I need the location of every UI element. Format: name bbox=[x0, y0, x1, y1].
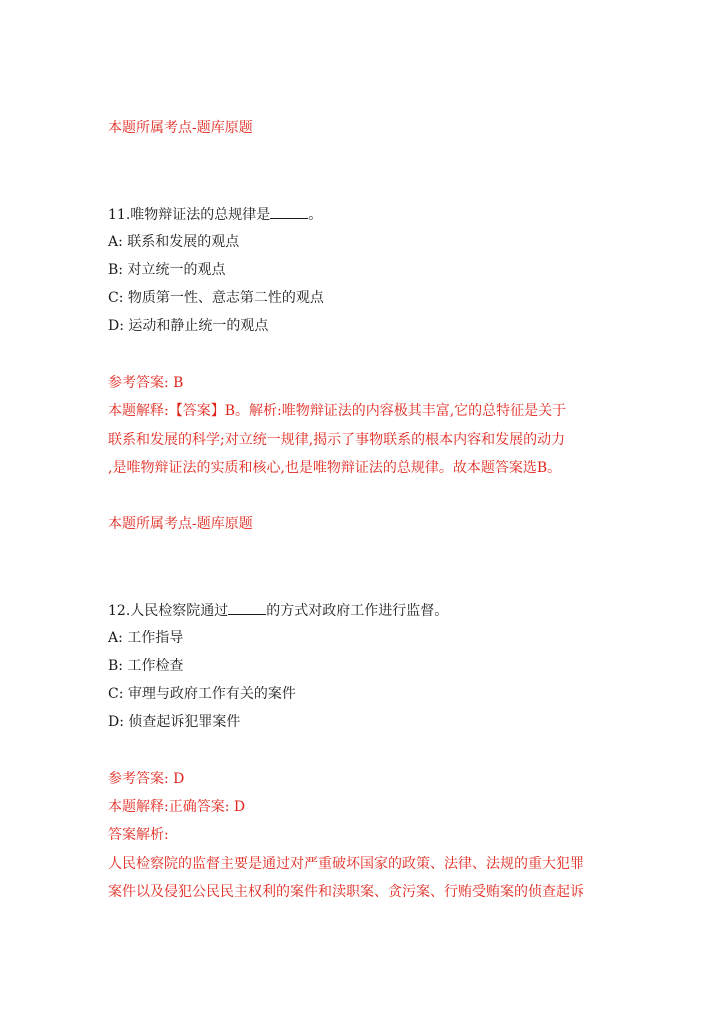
answer-blank bbox=[228, 600, 266, 615]
question-11-explanation-line-1: 本题解释:【答案】B。解析:唯物辩证法的内容极其丰富,它的总特征是关于 bbox=[108, 403, 567, 419]
question-11-stem-before: 11.唯物辩证法的总规律是 bbox=[108, 207, 271, 223]
question-12-answer: 参考答案: D bbox=[108, 771, 185, 787]
topic-note: 本题所属考点-题库原题 bbox=[108, 120, 253, 136]
answer-blank bbox=[270, 204, 308, 219]
question-12-option-c: C: 审理与政府工作有关的案件 bbox=[108, 686, 296, 702]
question-11-explanation-line-3: ,是唯物辩证法的实质和核心,也是唯物辩证法的总规律。故本题答案选B。 bbox=[108, 460, 562, 476]
question-11-stem bbox=[108, 204, 322, 224]
question-11-option-d: D: 运动和静止统一的观点 bbox=[108, 318, 269, 334]
question-11-option-c: C: 物质第一性、意志第二性的观点 bbox=[108, 290, 324, 306]
question-12-stem bbox=[108, 600, 448, 620]
question-12-analysis-line-2: 案件以及侵犯公民民主权利的案件和渎职案、贪污案、行贿受贿案的侦查起诉 bbox=[108, 884, 584, 900]
question-11-option-a: A: 联系和发展的观点 bbox=[108, 234, 240, 250]
question-12-option-d: D: 侦查起诉犯罪案件 bbox=[108, 714, 241, 730]
question-12-option-a: A: 工作指导 bbox=[108, 630, 184, 646]
question-12-analysis-label: 答案解析: bbox=[108, 827, 169, 843]
question-11-answer: 参考答案: B bbox=[108, 375, 184, 391]
question-12-explanation: 本题解释:正确答案: D bbox=[108, 799, 246, 815]
question-11-explanation-line-2: 联系和发展的科学;对立统一规律,揭示了事物联系的根本内容和发展的动力 bbox=[108, 432, 566, 448]
question-12-option-b: B: 工作检查 bbox=[108, 658, 184, 674]
question-11-option-b: B: 对立统一的观点 bbox=[108, 262, 226, 278]
question-11-topic-note: 本题所属考点-题库原题 bbox=[108, 516, 253, 532]
question-11-stem-after: 。 bbox=[308, 207, 323, 223]
question-12-stem-after: 的方式对政府工作进行监督。 bbox=[266, 603, 449, 619]
question-12-stem-before: 12.人民检察院通过 bbox=[108, 603, 229, 619]
question-12-analysis-line-1: 人民检察院的监督主要是通过对严重破坏国家的政策、法律、法规的重大犯罪 bbox=[108, 856, 584, 872]
